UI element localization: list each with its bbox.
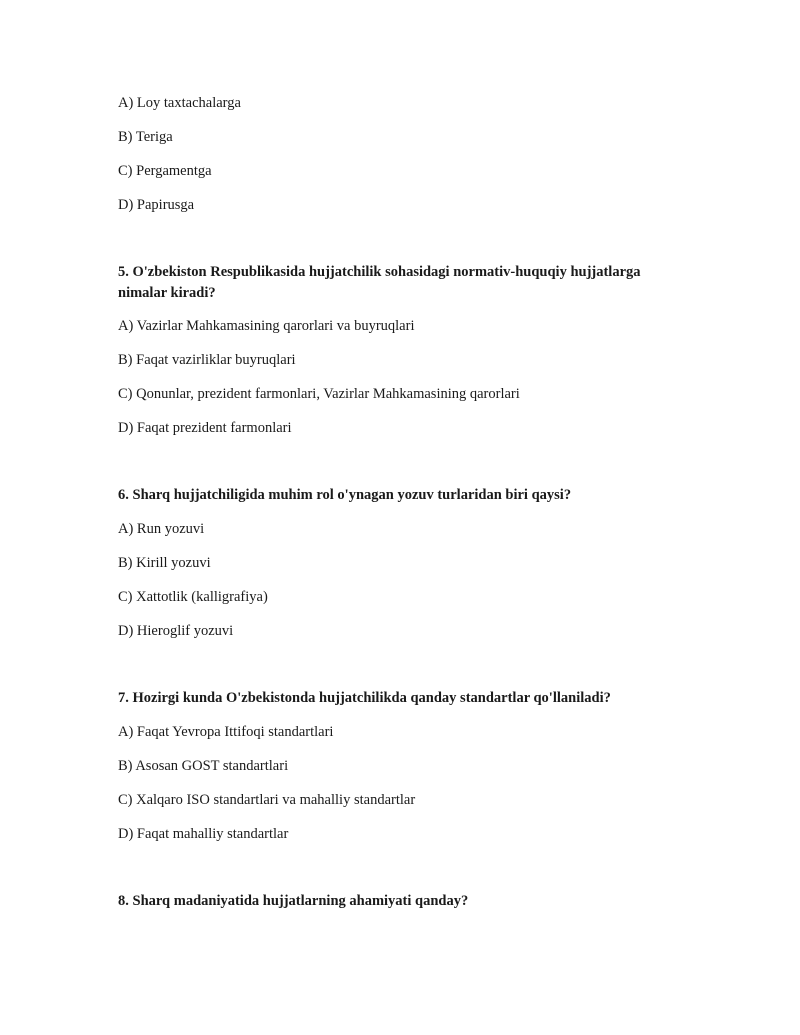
q5-option-c: C) Qonunlar, prezident farmonlari, Vazirlar Mahkamasining qarorlari bbox=[118, 386, 520, 402]
question-5-title: 5. O'zbekiston Respublikasida hujjatchilik sohasidagi normativ-huquqiy hujjatlarga nimalar kiradi? bbox=[118, 264, 641, 301]
q5-option-a: A) Vazirlar Mahkamasining qarorlari va buyruqlari bbox=[118, 318, 415, 334]
q5-option-d: D) Faqat prezident farmonlari bbox=[118, 420, 292, 436]
q6-option-a: A) Run yozuvi bbox=[118, 521, 205, 537]
q7-option-c: C) Xalqaro ISO standartlari va mahalliy standartlar bbox=[118, 792, 416, 808]
q6-option-b: B) Kirill yozuvi bbox=[118, 555, 211, 571]
question-8-title: 8. Sharq madaniyatida hujjatlarning ahamiyati qanday? bbox=[118, 893, 469, 909]
q5-option-b: B) Faqat vazirliklar buyruqlari bbox=[118, 352, 296, 368]
q7-option-b: B) Asosan GOST standartlari bbox=[118, 758, 289, 774]
question-6-title: 6. Sharq hujjatchiligida muhim rol o'ynagan yozuv turlaridan biri qaysi? bbox=[118, 487, 572, 503]
q6-option-c: C) Xattotlik (kalligrafiya) bbox=[118, 589, 268, 605]
option-b: B) Teriga bbox=[118, 129, 173, 145]
option-c: C) Pergamentga bbox=[118, 163, 212, 179]
question-7-title: 7. Hozirgi kunda O'zbekistonda hujjatchilikda qanday standartlar qo'llaniladi? bbox=[118, 690, 611, 706]
option-a: A) Loy taxtachalarga bbox=[118, 95, 241, 111]
q7-option-a: A) Faqat Yevropa Ittifoqi standartlari bbox=[118, 724, 334, 740]
q6-option-d: D) Hieroglif yozuvi bbox=[118, 623, 234, 639]
option-d: D) Papirusga bbox=[118, 197, 195, 213]
q7-option-d: D) Faqat mahalliy standartlar bbox=[118, 826, 289, 842]
